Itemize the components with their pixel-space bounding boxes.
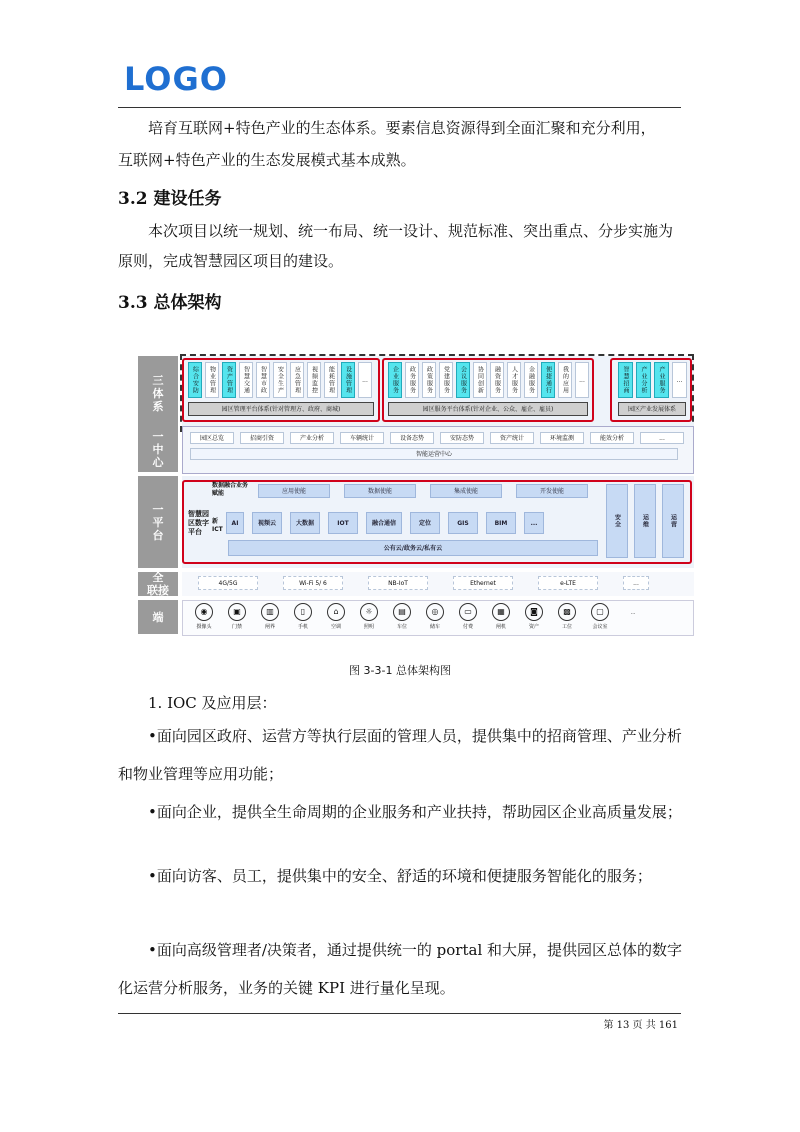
ict-item: AI	[226, 512, 244, 534]
center-item: 产业分析	[290, 432, 334, 444]
service-app-item: 金融服务	[524, 362, 538, 398]
terminal-item	[258, 603, 282, 630]
terminal-icon: ▤	[393, 603, 411, 621]
paragraph-1-line-1: 培育互联网+特色产业的生态体系。要素信息资源得到全面汇聚和充分利用，	[148, 119, 656, 137]
terminal-icon: ◎	[426, 603, 444, 621]
industry-app-item: ...	[672, 362, 687, 398]
terminal-label: 会议室	[592, 624, 608, 630]
center-bar: 智能运营中心	[190, 448, 678, 460]
terminal-icon: ▢	[591, 603, 609, 621]
center-item: 车辆统计	[340, 432, 384, 444]
terminal-item	[225, 603, 249, 630]
footer-rule	[118, 1013, 681, 1014]
terminal-label: 闸机	[495, 624, 506, 630]
ict-item: 大数据	[290, 512, 320, 534]
enable-item: 集成使能	[430, 484, 502, 498]
service-app-item: 党建服务	[439, 362, 453, 398]
terminal-label: 闸界	[264, 624, 275, 630]
new-ict-label: 新ICT	[212, 518, 223, 533]
net-item: Wi-Fi 5/ 6	[283, 576, 343, 590]
terminal-label: 资产	[528, 624, 539, 630]
enable-item: 数据使能	[344, 484, 416, 498]
paragraph-1-line-2: 互联网+特色产业的生态发展模式基本成熟。	[118, 151, 416, 169]
ict-item: GIS	[448, 512, 478, 534]
bullet-1: •面向园区政府、运营方等执行层面的管理人员，提供集中的招商管理、产业分析和物业管理等应用功能；	[118, 727, 682, 783]
terminal-label: 摄像头	[196, 624, 212, 630]
service-app-item: 企业服务	[388, 362, 402, 398]
band-three-systems: 三 体 系	[138, 356, 178, 430]
service-app-item: 会议服务	[456, 362, 470, 398]
terminal-icon: ☼	[360, 603, 378, 621]
side-item: 安全	[606, 484, 628, 558]
platform-title: 智慧园区数字平台	[188, 510, 209, 536]
terminal-icon: ⌂	[327, 603, 345, 621]
service-app-item: 协同创新	[473, 362, 487, 398]
terminal-label: 手机	[297, 624, 308, 630]
service-platform-bar: 园区服务平台体系(针对企业、公众、雇企、雇员)	[388, 402, 588, 416]
terminal-label: 付费	[462, 624, 473, 630]
mgmt-app-item: 资产管理	[222, 362, 236, 398]
page-number: 第 13 页 共 161	[603, 1020, 678, 1031]
mgmt-app-item: 安全生产	[273, 362, 287, 398]
terminal-icon: ▦	[492, 603, 510, 621]
terminal-label: 车位	[396, 624, 407, 630]
net-item: NB-IoT	[368, 576, 428, 590]
center-item: ...	[640, 432, 684, 444]
center-item: 园区总览	[190, 432, 234, 444]
terminal-item	[489, 603, 513, 630]
mgmt-platform-bar: 园区管理平台体系(针对管理方、政府、商城)	[188, 402, 374, 416]
data-fusion-label: 数据融合业务赋能	[212, 482, 249, 497]
terminal-item	[192, 603, 216, 630]
mgmt-app-item: 物业管理	[205, 362, 219, 398]
cloud-bar: 公有云/政务云/私有云	[228, 540, 598, 556]
terminal-item	[390, 603, 414, 630]
terminal-icon: ▯	[294, 603, 312, 621]
row-net-bg	[182, 572, 694, 596]
terminal-label: 工位	[561, 624, 572, 630]
header-rule	[118, 107, 681, 108]
list-title: 1. IOC 及应用层：	[148, 694, 277, 712]
terminal-item	[555, 603, 579, 630]
service-app-item: 政务服务	[405, 362, 419, 398]
ict-item: 融合通信	[366, 512, 402, 534]
bullet-2: •面向企业，提供全生命周期的企业服务和产业扶持，帮助园区企业高质量发展；	[148, 803, 682, 821]
terminal-item	[588, 603, 612, 630]
terminal-icon: ◉	[195, 603, 213, 621]
service-app-item: 政策服务	[422, 362, 436, 398]
bullet-3: •面向访客、员工，提供集中的安全、舒适的环境和便捷服务智能化的服务；	[148, 867, 652, 885]
center-item: 资产统计	[490, 432, 534, 444]
terminal-label: 空调	[330, 624, 341, 630]
service-app-item: 人才服务	[507, 362, 521, 398]
terminal-item	[357, 603, 381, 630]
net-item: ...	[623, 576, 649, 590]
service-app-item: ...	[575, 362, 589, 398]
terminal-item	[621, 610, 645, 616]
service-app-item: 便捷通行	[541, 362, 555, 398]
band-terminal: 端	[138, 600, 178, 634]
ict-item: IOT	[328, 512, 358, 534]
ict-item: ...	[524, 512, 544, 534]
logo: LOGO	[124, 60, 228, 98]
ict-item: BIM	[486, 512, 516, 534]
architecture-diagram	[138, 350, 694, 640]
terminal-icon: ▥	[261, 603, 279, 621]
service-app-item: 我的应用	[558, 362, 572, 398]
center-item: 设备态势	[390, 432, 434, 444]
figure-caption: 图 3-3-1 总体架构图	[349, 664, 451, 677]
industry-app-item: 产业服务	[654, 362, 669, 398]
terminal-item	[456, 603, 480, 630]
terminal-icon: ▭	[459, 603, 477, 621]
paragraph-2: 本次项目以统一规划、统一布局、统一设计、规范标准、突出重点、分步实施为原则，完成智慧园区项目的建设。	[118, 222, 674, 270]
terminal-item	[324, 603, 348, 630]
terminal-label: ...	[630, 610, 636, 616]
center-item: 安防态势	[440, 432, 484, 444]
terminal-item	[522, 603, 546, 630]
terminal-item	[423, 603, 447, 630]
net-item: Ethernet	[453, 576, 513, 590]
ict-item: 视频云	[252, 512, 282, 534]
mgmt-app-item: 智慧交通	[239, 362, 253, 398]
side-item: 运维	[634, 484, 656, 558]
heading-3-2: 3.2 建设任务	[118, 189, 222, 209]
industry-platform-bar: 园区产业发展体系	[618, 402, 686, 416]
mgmt-app-item: 综合安防	[188, 362, 202, 398]
mgmt-app-item: 视频监控	[307, 362, 321, 398]
side-item: 运营	[662, 484, 684, 558]
terminal-item	[291, 603, 315, 630]
mgmt-app-item: 设施管理	[341, 362, 355, 398]
terminal-icon: ◙	[525, 603, 543, 621]
terminal-icon: ▣	[228, 603, 246, 621]
center-item: 招商引资	[240, 432, 284, 444]
enable-item: 开发使能	[516, 484, 588, 498]
terminal-icon: ▩	[558, 603, 576, 621]
band-one-platform: 一 平 台	[138, 476, 178, 568]
mgmt-app-item: 能耗管理	[324, 362, 338, 398]
mgmt-app-item: ...	[358, 362, 372, 398]
bullet-4: •面向高级管理者/决策者，通过提供统一的 portal 和大屏，提供园区总体的数字化运营分析服务，业务的关键 KPI 进行量化呈现。	[118, 941, 683, 997]
net-item: 4G/5G	[198, 576, 258, 590]
terminal-label: 储车	[429, 624, 440, 630]
industry-app-item: 智慧招商	[618, 362, 633, 398]
heading-3-3: 3.3 总体架构	[118, 293, 222, 313]
net-item: e-LTE	[538, 576, 598, 590]
band-one-center: 一 中 心	[138, 426, 178, 472]
band-full-connect: 全 联接	[138, 572, 178, 596]
ict-item: 定位	[410, 512, 440, 534]
terminal-label: 门禁	[231, 624, 242, 630]
center-item: 环境监测	[540, 432, 584, 444]
enable-item: 应用使能	[258, 484, 330, 498]
center-item: 能效分析	[590, 432, 634, 444]
mgmt-app-item: 智慧市政	[256, 362, 270, 398]
terminal-label: 照明	[363, 624, 374, 630]
service-app-item: 融资服务	[490, 362, 504, 398]
industry-app-item: 产业分析	[636, 362, 651, 398]
mgmt-app-item: 应急管理	[290, 362, 304, 398]
